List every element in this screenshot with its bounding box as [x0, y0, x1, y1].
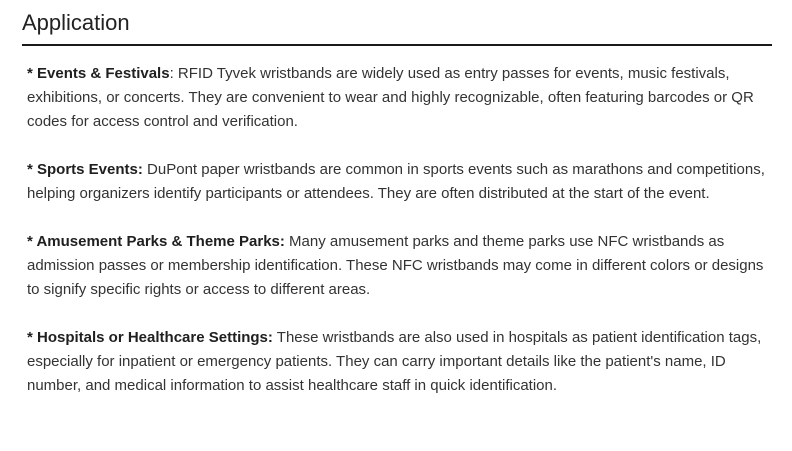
list-item-hospitals-healthcare	[27, 326, 766, 398]
item-text: DuPont paper wristbands are common in sports events such as marathons and competitions, helping organizers identify participants or attendees. They are often distributed at the start of the event.	[27, 161, 765, 202]
list-item-events-festivals	[27, 62, 766, 134]
section-title: Application	[22, 0, 772, 46]
item-text: These wristbands are also used in hospitals as patient identification tags, especially for inpatient or emergency patients. They can carry important details like the patient's name, ID number, and medical information to assist healthcare staff in quick identification.	[27, 329, 762, 394]
item-text: Many amusement parks and theme parks use NFC wristbands as admission passes or membership identification. These NFC wristbands may come in different colors or designs to signify specific rights or access to different areas.	[27, 233, 764, 298]
item-heading: * Amusement Parks & Theme Parks:	[27, 233, 285, 250]
item-text: : RFID Tyvek wristbands are widely used as entry passes for events, music festivals, exhibitions, or concerts. They are convenient to wear and highly recognizable, often featuring barcodes or QR codes for access control and verification.	[27, 65, 754, 130]
list-item-amusement-parks	[27, 230, 766, 302]
item-heading: * Sports Events:	[27, 161, 143, 178]
item-heading: * Events & Festivals	[27, 65, 170, 82]
item-heading: * Hospitals or Healthcare Settings:	[27, 329, 273, 346]
application-list	[22, 62, 772, 398]
list-item-sports-events	[27, 158, 766, 206]
application-section	[22, 0, 772, 422]
